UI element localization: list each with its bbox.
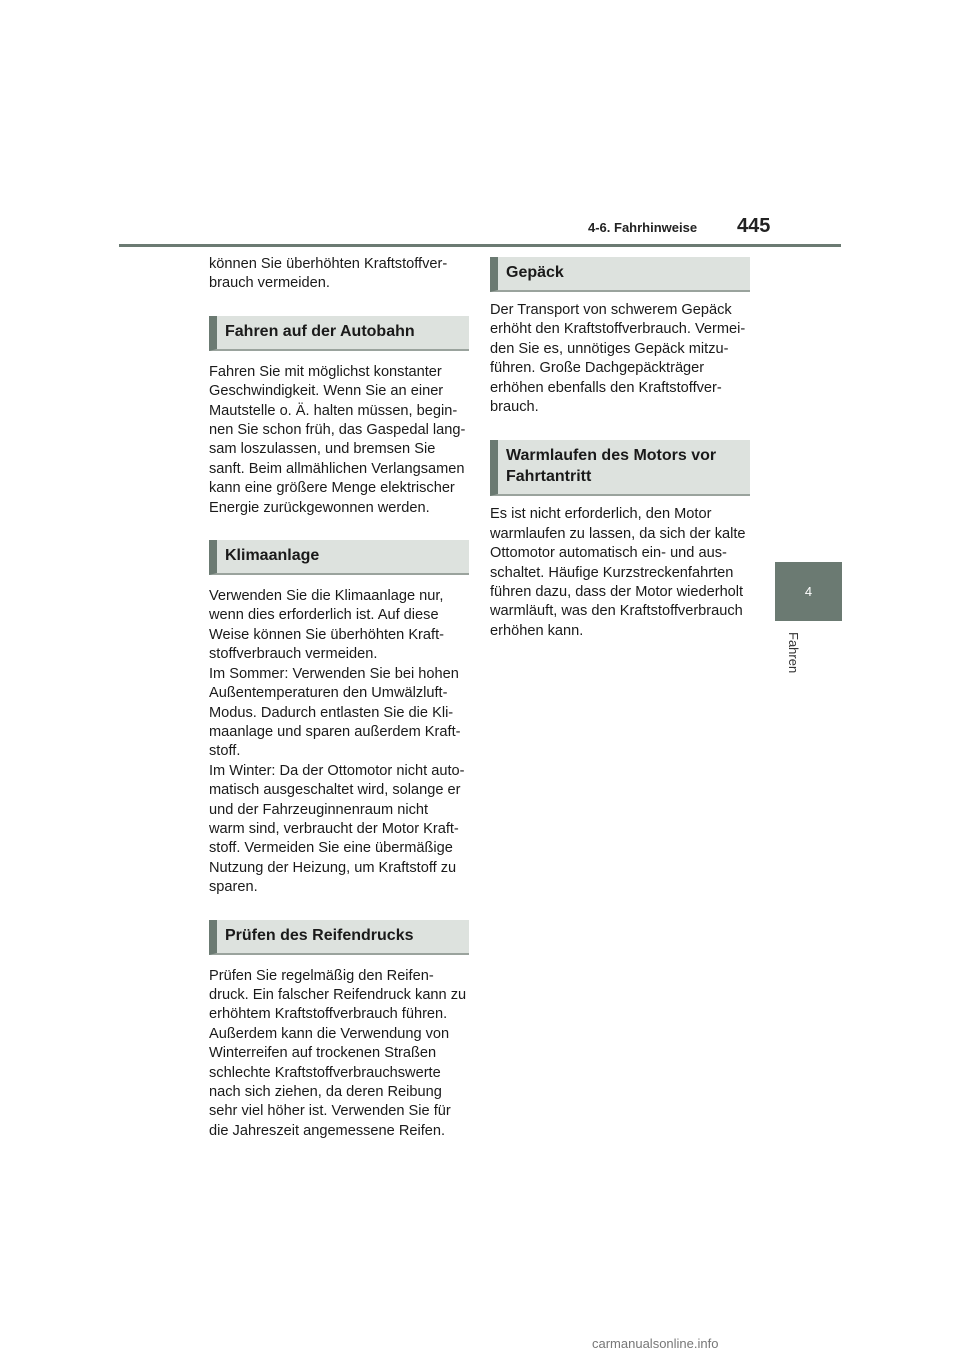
heading-gepaeck: Gepäck (490, 257, 750, 292)
page-number: 445 (737, 215, 771, 237)
paragraph-reifendruck: Prüfen Sie regelmäßig den Reifen- druck. Ein falscher Reifendruck kann zu erhöhtem Kraftstoffverbrauch führen. Außerdem kann die Verwendung von Winterreifen auf trockenen Straßen schlechte Kraftstoffverbrauchswerte nach sich ziehen, da deren Reibung sehr viel höher ist. Verwenden Sie für die Jahreszeit angemessene Reifen. (209, 967, 467, 1139)
intro-paragraph: können Sie überhöhten Kraftstoffver- brauch vermeiden. (209, 256, 448, 292)
watermark: carmanualsonline.info (592, 1336, 719, 1351)
paragraph-autobahn: Fahren Sie mit möglichst konstanter Geschwindigkeit. Wenn Sie an einer Mautstelle o. Ä. halten müssen, begin- nen Sie schon früh, das Gaspedal lang- sam loszulassen, und bremsen Sie sanft. Beim allmählichen Verlangsamen kann eine größere Menge elektrischer Energie zurückgewonnen werden. (209, 363, 466, 516)
chapter-number: 4 (804, 584, 813, 599)
heading-autobahn: Fahren auf der Autobahn (209, 316, 469, 351)
section-title: 4-6. Fahrhinweise (588, 220, 698, 235)
header-divider (119, 244, 841, 247)
paragraph-warmlaufen: Es ist nicht erforderlich, den Motor warmlaufen zu lassen, da sich der kalte Ottomotor automatisch ein- und aus- schaltet. Häufige Kurzstreckenfahrten führen dazu, dass der Motor wiederholt warmläuft, was den Kraftstoffverbrauch erhöhen kann. (490, 506, 746, 639)
left-column (209, 255, 469, 1141)
paragraph-klimaanlage: Verwenden Sie die Klimaanlage nur, wenn dies erforderlich ist. Auf diese Weise können Sie überhöhten Kraft- stoffverbrauch vermeiden. Im Sommer: Verwenden Sie bei hohen Außentemperaturen den Umwälzluft- Modus. Dadurch entlasten Sie die Kli- maanlage und sparen außerdem Kraft- stoff. Im Winter: Da der Ottomotor nicht auto- matisch ausgeschaltet wird, solange er und der Fahrzeuginnenraum nicht warm sind, verbraucht der Motor Kraft- stoff. Vermeiden Sie eine übermäßige Nutzung der Heizung, um Kraftstoff zu sparen. (209, 588, 465, 896)
chapter-label: Fahren (786, 632, 801, 674)
chapter-tab[interactable] (775, 562, 842, 621)
paragraph-gepaeck: Der Transport von schwerem Gepäck erhöht den Kraftstoffverbrauch. Vermei- den Sie es, unnötiges Gepäck mitzu- führen. Große Dachgepäckträger erhöhen ebenfalls den Kraftstoffver- brauch. (490, 302, 746, 416)
heading-reifendruck: Prüfen des Reifendrucks (209, 920, 469, 955)
right-column (490, 257, 750, 641)
heading-warmlaufen: Warmlaufen des Motors vor Fahrtantritt (490, 440, 750, 496)
heading-klimaanlage: Klimaanlage (209, 540, 469, 575)
